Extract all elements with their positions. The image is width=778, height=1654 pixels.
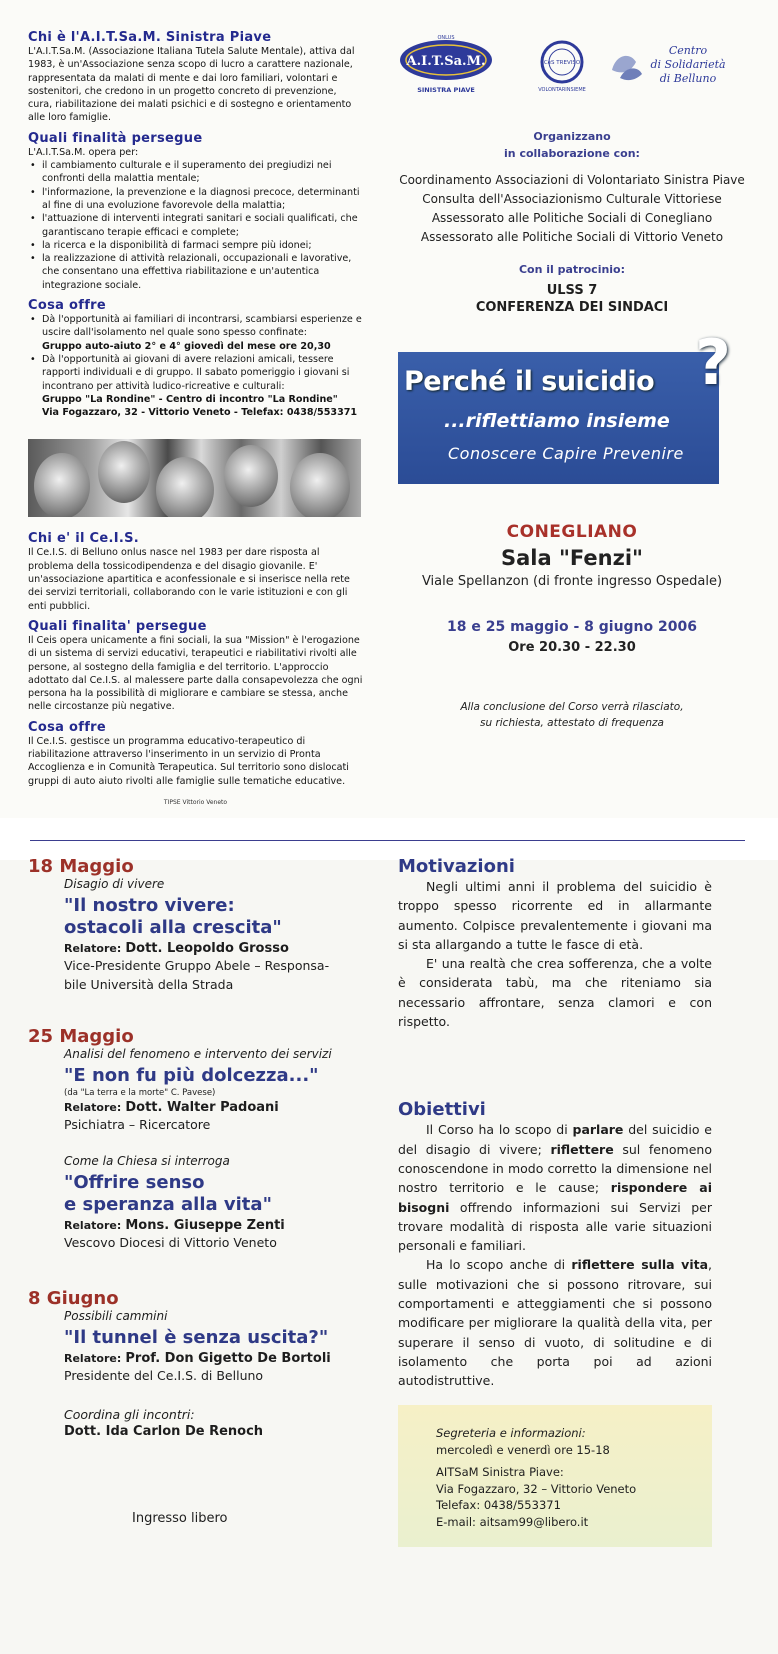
attendance-line: Alla conclusione del Corso verrà rilasciato, <box>460 701 684 713</box>
speaker-name: Mons. Giuseppe Zenti <box>125 1218 285 1233</box>
event-dates: 18 e 25 maggio - 8 giugno 2006 <box>447 619 697 635</box>
list-item: Assessorato alle Politiche Sociali di Conegliano <box>431 211 713 225</box>
city-name: CONEGLIANO <box>506 522 638 542</box>
coordinator-name-text: Dott. Ida Carlon De Renoch <box>64 1424 264 1439</box>
date-heading: 18 Maggio <box>28 856 134 877</box>
svg-text:di Belluno: di Belluno <box>659 72 717 85</box>
program-event <box>64 1154 378 1252</box>
contact-heading: Segreteria e informazioni: <box>436 1426 586 1440</box>
speaker-label: Relatore: <box>64 1352 122 1365</box>
svg-text:di Solidarietà: di Solidarietà <box>650 58 726 71</box>
event-title: ostacoli alla crescita" <box>64 917 282 938</box>
attendance-note <box>392 699 752 731</box>
organizers-line: Organizzano <box>533 130 611 143</box>
list-item: • l'informazione, la prevenzione e la diagnosi precoce, determinanti al fine di una evoluzione favorevole della malattia; <box>28 186 363 213</box>
speaker-role: Vescovo Diocesi di Vittorio Veneto <box>64 1235 277 1250</box>
event-time: Ore 20.30 - 22.30 <box>508 640 636 655</box>
ceis-description: Il Ce.I.S. di Belluno onlus nasce nel 1983 per dare risposta al problema della tossicodipendenza e del disagio giovanile. E' un'associazione apartitica e aconfessionale e si inserisce nella rete dei servizi territoriali, collaborando con le varie istituzioni e con gli enti pubblici. <box>28 547 350 612</box>
centro-solidarieta-logo-icon <box>606 40 736 90</box>
patronage-ulss: ULSS 7 <box>546 283 598 298</box>
aitsam-goals-intro: L'A.I.T.Sa.M. opera per: <box>28 146 139 158</box>
text-run: Il Corso ha lo scopo di <box>426 1122 573 1138</box>
motivations-heading: Motivazioni <box>398 856 515 877</box>
speaker-role: Presidente del Ce.I.S. di Belluno <box>64 1368 264 1383</box>
offer-group-name: Gruppo "La Rondine" - Centro di incontro "La Rondine" <box>42 393 338 405</box>
speaker-role: Psichiatra – Ricercatore <box>64 1117 211 1132</box>
aitsam-goals-heading: Quali finalità persegue <box>28 130 203 146</box>
speaker <box>64 1351 378 1366</box>
aitsam-offer-list <box>28 313 363 419</box>
program-event <box>64 1047 378 1134</box>
banner-title: Perché il suicidio <box>404 366 655 397</box>
list-item: Assessorato alle Politiche Sociali di Vittorio Veneto <box>420 230 724 244</box>
venue-address: Viale Spellanzon (di fronte ingresso Ospedale) <box>421 574 723 589</box>
speaker-label: Relatore: <box>64 1101 122 1114</box>
offer-text: Dà l'opportunità ai familiari di incontrarsi, scambiarsi esperienze e uscire dall'isolamento nel quale sono spesso confinate: <box>42 314 362 339</box>
ceis-goals: Il Ceis opera unicamente a fini sociali, la sua "Mission" è l'erogazione di un sistema di servizi educativi, terapeutici e riabilitativi rivolti alle persone, al sostegno della famiglia e del territorio. L'approccio adottato dal Ce.I.S. al malessere parte dalla consapevolezza che ogni persona ha la possibilità di migliorare e cambiare se stessa, anche nelle circostanze più negative. <box>28 634 363 713</box>
text-run: riflettere <box>550 1141 614 1157</box>
patronage-label: Con il patrocinio: <box>518 263 626 276</box>
text-run: del suicidio e del disagio di vivere; <box>398 1122 712 1157</box>
objectives-paragraph <box>398 1120 712 1255</box>
svg-text:VOLONTARINSIEME: VOLONTARINSIEME <box>538 87 586 93</box>
event-theme: Disagio di vivere <box>64 877 165 891</box>
text-run: parlare <box>572 1122 624 1138</box>
list-item: Consulta dell'Associazionismo Culturale Vittoriese <box>422 192 722 206</box>
svg-text:Centro: Centro <box>668 44 708 57</box>
banner-keywords: Conoscere Capire Prevenire <box>448 444 684 463</box>
aitsam-offer-heading: Cosa offre <box>28 298 106 314</box>
banner-subtitle: ...riflettiamo insieme <box>444 410 670 432</box>
ceis-heading: Chi e' il Ce.I.S. <box>28 531 140 547</box>
speaker <box>64 1100 378 1115</box>
offer-group-time: Gruppo auto-aiuto 2° e 4° giovedì del mese ore 20,30 <box>42 340 331 352</box>
program-event <box>64 1309 378 1439</box>
list-item: • l'attuazione di interventi integrati sanitari e sociali qualificati, che garantiscano terapie efficaci e complete; <box>28 212 363 239</box>
event-title: e speranza alla vita" <box>64 1194 272 1215</box>
list-item: • la ricerca e la disponibilità di farmaci sempre più idonei; <box>28 239 363 252</box>
partners-list <box>392 171 752 247</box>
cover-column <box>392 32 752 731</box>
speaker-name: Dott. Walter Padoani <box>125 1100 279 1115</box>
offer-group-address: Via Fogazzaro, 32 - Vittorio Veneto - Telefax: 0438/553371 <box>42 407 358 419</box>
event-theme: Analisi del fenomeno e intervento dei servizi <box>64 1047 332 1061</box>
speaker-label: Relatore: <box>64 1219 122 1232</box>
organizers-heading <box>392 128 752 162</box>
date-heading: 8 Giugno <box>28 1288 119 1309</box>
offer-text: Dà l'opportunità ai giovani di avere relazioni amicali, tessere rapporti individuali e di gruppo. Il sabato pomeriggio i giovani si incontrano per attività ludico-ricreative e culturali: <box>42 353 350 392</box>
aitsam-goals-list <box>28 159 363 292</box>
motivations-paragraph: Negli ultimi anni il problema del suicidio è troppo spesso ricorrente ed in allarmante aumento. Colpisce prevalentemente i giovani ma si sta allargando a tutte le fasce di età. <box>398 879 712 952</box>
event-title: "E non fu più dolcezza..." <box>64 1065 319 1086</box>
logo-row <box>392 32 752 98</box>
program-event <box>64 877 378 994</box>
patronage-conference: CONFERENZA DEI SINDACI <box>475 300 669 315</box>
objectives-paragraph <box>398 1255 712 1390</box>
text-run: , sulle motivazioni che si possono ritrovare, sui comportamenti e atteggiamenti che si possono modificare per migliorare la qualità della vita, per superare il senso di vuoto, di solitudine e di isolamento che porta poi ad azioni autodistruttive. <box>398 1257 713 1389</box>
text-run: offrendo informazioni sui Servizi per trovare modalità di risposta alle varie situazioni personali e familiari. <box>398 1199 712 1254</box>
venue-name: Sala "Fenzi" <box>501 546 643 570</box>
aitsam-description: L'A.I.T.Sa.M. (Associazione Italiana Tutela Salute Mentale), attiva dal 1983, è un'Associazione senza scopo di lucro a carattere nazionale, rappresentata da malati di mente e dai loro familiari, volontari e sostenitori, che credono in un progetto concreto di prevenzione, cura, riabilitazione dei malati psichici e di sostegno e orientamento alle loro famiglie. <box>28 46 355 124</box>
title-banner <box>398 326 731 484</box>
coordinator-label: Coordina gli incontri: <box>64 1407 195 1422</box>
program-column <box>28 856 378 1439</box>
event-theme: Possibili cammini <box>64 1309 168 1323</box>
svg-text:ONLUS: ONLUS <box>437 35 455 41</box>
speaker-name: Prof. Don Gigetto De Bortoli <box>125 1351 331 1366</box>
contact-hours: mercoledì e venerdì ore 15-18 <box>436 1442 610 1457</box>
date-heading: 25 Maggio <box>28 1026 134 1047</box>
question-mark-icon: ? <box>695 326 731 399</box>
sheet-divider <box>30 840 745 841</box>
contact-telefax: Telefax: 0438/553371 <box>436 1498 561 1512</box>
contact-email[interactable]: E-mail: aitsam99@libero.it <box>436 1514 589 1529</box>
group-photo <box>28 439 361 517</box>
ces-treviso-logo-icon <box>534 38 590 94</box>
contact-box <box>398 1405 712 1547</box>
text-run: Ha lo scopo anche di <box>426 1257 572 1273</box>
list-item: • la realizzazione di attività relazionali, occupazionali e lavorative, che consentano una effettiva riabilitazione e un'autentica integrazione sociale. <box>28 252 363 292</box>
ceis-goals-heading: Quali finalita' persegue <box>28 618 207 634</box>
brochure-inside <box>0 856 778 1654</box>
ceis-offer: Il Ce.I.S. gestisce un programma educativo-terapeutico di riabilitazione attraverso l'inserimento in un servizio di Pronta Accoglienza e in Comunità Terapeutica. Sul territorio sono dislocati gruppi di auto aiuto rivolti alle famiglie sulle tematiche educative. <box>28 735 349 787</box>
contact-address: Via Fogazzaro, 32 – Vittorio Veneto <box>436 1481 637 1496</box>
text-run: riflettere sulla vita <box>571 1257 709 1273</box>
left-info-column <box>28 30 363 809</box>
svg-text:CeS TREVISO: CeS TREVISO <box>543 60 581 66</box>
svg-text:SINISTRA PIAVE: SINISTRA PIAVE <box>417 86 475 94</box>
speaker-role: Vice-Presidente Gruppo Abele – Responsa- <box>64 958 330 973</box>
speaker <box>64 1218 378 1233</box>
text-run: sul fenomeno conoscendone in modo corretto la dimensione nel nostro territorio e le cause; <box>398 1141 712 1196</box>
attendance-line: su richiesta, attestato di frequenza <box>479 717 664 729</box>
speaker-label: Relatore: <box>64 942 122 955</box>
speaker-role: bile Università della Strada <box>64 977 234 992</box>
event-title: "Il tunnel è senza uscita?" <box>64 1327 329 1348</box>
motivations-paragraph: E' una realtà che crea sofferenza, che a volte è considerata tabù, ma che riteniamo sia necessario affrontare, senza clamori e con rispetto. <box>398 956 712 1030</box>
description-column <box>398 856 713 1391</box>
printer-credit: TIPSE Vittorio Veneto <box>163 798 228 806</box>
list-item <box>28 313 363 353</box>
list-item <box>28 353 363 419</box>
ceis-offer-heading: Cosa offre <box>28 719 106 735</box>
speaker <box>64 941 378 956</box>
aitsam-logo-icon <box>398 34 494 96</box>
event-theme: Come la Chiesa si interroga <box>64 1154 230 1168</box>
list-item: Coordinamento Associazioni di Volontariato Sinistra Piave <box>399 173 745 187</box>
coordinator-name <box>64 1424 378 1439</box>
speaker-name: Dott. Leopoldo Grosso <box>125 941 289 956</box>
event-title: "Il nostro vivere: <box>64 895 235 916</box>
brochure-front <box>0 0 778 818</box>
objectives-heading: Obiettivi <box>398 1099 486 1121</box>
organizers-line: in collaborazione con: <box>504 147 640 160</box>
text-run: rispondere ai bisogni <box>398 1180 712 1215</box>
svg-text:A.I.T.Sa.M.: A.I.T.Sa.M. <box>406 54 486 69</box>
event-quote-source: (da "La terra e la morte" C. Pavese) <box>64 1088 216 1098</box>
list-item: • il cambiamento culturale e il superamento dei pregiudizi nei confronti della malattia mentale; <box>28 159 363 186</box>
free-entry-note: Ingresso libero <box>132 1511 228 1526</box>
aitsam-heading: Chi è l'A.I.T.Sa.M. Sinistra Piave <box>28 30 272 45</box>
contact-org: AITSaM Sinistra Piave: <box>436 1465 564 1479</box>
event-title: "Offrire senso <box>64 1172 205 1193</box>
